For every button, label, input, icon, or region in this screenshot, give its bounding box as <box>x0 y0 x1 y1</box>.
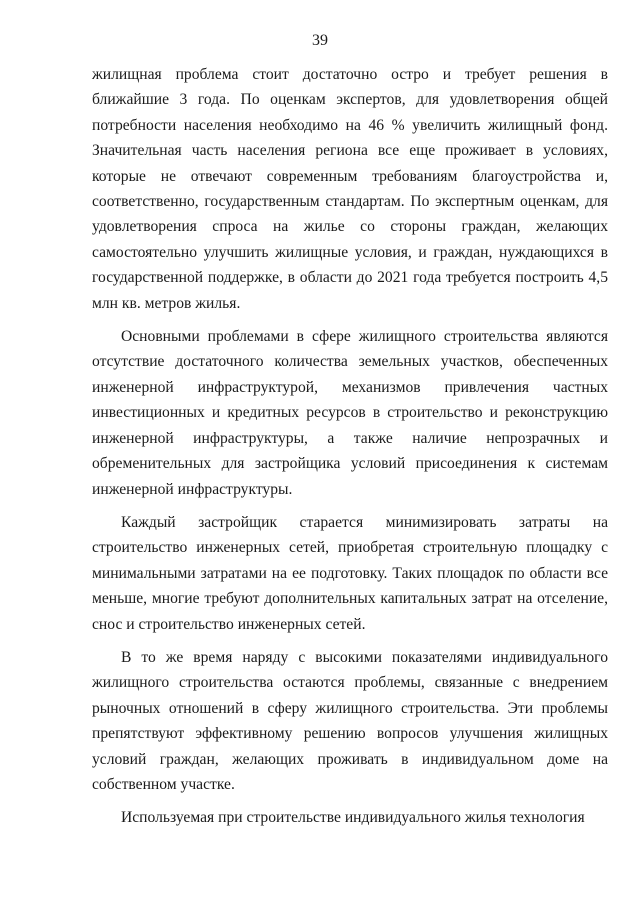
paragraph-individual-housing: В то же время наряду с высокими показателями индивидуального жилищного строительства остаются проблемы, связанные с внедрением рыночных отношений в сферу жилищного строительства. Эти проблемы препятствуют эффективному решению вопросов улучшения жилищных условий граждан, желающих проживать в индивидуальном доме на собственном участке. <box>92 648 608 793</box>
paragraph-developer-costs: Каждый застройщик старается минимизировать затраты на строительство инженерных сетей, приобретая строительную площадку с минимальными затратами на ее подготовку. Таких площадок по области все меньше, многие требуют дополнительных капитальных затрат на отселение, снос и строительство инженерных сетей. <box>92 513 608 633</box>
paragraph-continuation: жилищная проблема стоит достаточно остро и требует решения в ближайшие 3 года. По оценкам экспертов, для удовлетворения общей потребности населения необходимо на 46 % увеличить жилищный фонд. Значительная часть населения региона все еще проживает в условиях, которые не отвечают современным требованиям благоустройства и, соответственно, государственным стандартам. По экспертным оценкам, для удовлетворения спроса на жилье со стороны граждан, желающих самостоятельно улучшить жилищные условия, и граждан, нуждающихся в государственной поддержке, в области до 2021 года требуется построить 4,5 млн кв. метров жилья. <box>92 66 608 312</box>
paragraph-technology: Используемая при строительстве индивидуального жилья технология <box>121 809 585 827</box>
page-number: 39 <box>312 32 328 49</box>
paragraph-housing-problems: Основными проблемами в сфере жилищного строительства являются отсутствие достаточного количества земельных участков, обеспеченных инженерной инфраструктурой, механизмов привлечения частных инвестиционных и кредитных ресурсов в строительство и реконструкцию инженерной инфраструктуры, а также наличие непрозрачных и обременительных для застройщика условий присоединения к системам инженерной инфраструктуры. <box>92 328 608 498</box>
document-body <box>92 62 608 831</box>
